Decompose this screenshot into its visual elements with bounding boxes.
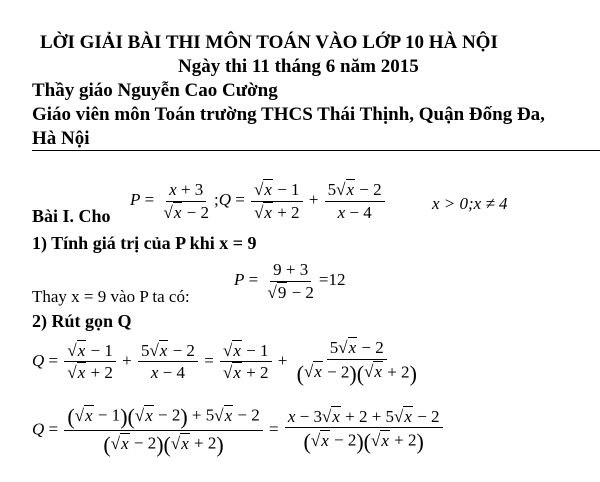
header-divider bbox=[32, 150, 600, 151]
part1-formula: P = $\frac{9 + 3}{√9 - 2}$ =12 bbox=[234, 260, 346, 302]
part1-result: =12 bbox=[318, 269, 346, 289]
exam-date: Ngày thi 11 tháng 6 năm 2015 bbox=[178, 56, 419, 77]
teacher-name: Thầy giáo Nguyễn Cao Cường bbox=[32, 80, 278, 101]
part1-text: Thay x = 9 vào P ta có: bbox=[32, 287, 190, 306]
document-title: LỜI GIẢI BÀI THI MÔN TOÁN VÀO LỚP 10 HÀ NỘI bbox=[40, 32, 498, 53]
teacher-school: Giáo viên môn Toán trường THCS Thái Thịnh, Quận Đống Đa, bbox=[32, 104, 545, 125]
part2-heading: 2) Rút gọn Q bbox=[32, 311, 132, 331]
formula-definitions: P = $\frac{x + 3}{√x - 2}$ ;Q = $\frac{√x - 1}{√x + 2}$ + $\frac{5√x - 2}{x - 4}$ bbox=[130, 180, 387, 222]
part2-step1: Q = $\frac{√x - 1}{√x + 2}$ + $\frac{5√x - 2}{x - 4}$ = $\frac{√x - 1}{√x + 2}$ + $\frac{5√x - 2}{(√x - 2)(√x + 2)}$ bbox=[32, 338, 417, 386]
part2-step2: Q = $\frac{(√x - 1)(√x - 2) + 5√x - 2}{(√x - 2)(√x + 2)}$ = $\frac{x - 3√x + 2 + 5√x - 2}{(√x - 2)(√x + 2)}$ bbox=[32, 404, 445, 458]
part1-heading: 1) Tính giá trị của P khi x = 9 bbox=[32, 233, 257, 253]
teacher-city: Hà Nội bbox=[32, 128, 90, 149]
problem-label: Bài I. Cho bbox=[32, 206, 111, 226]
domain-condition: x > 0;x ≠ 4 bbox=[432, 194, 508, 213]
